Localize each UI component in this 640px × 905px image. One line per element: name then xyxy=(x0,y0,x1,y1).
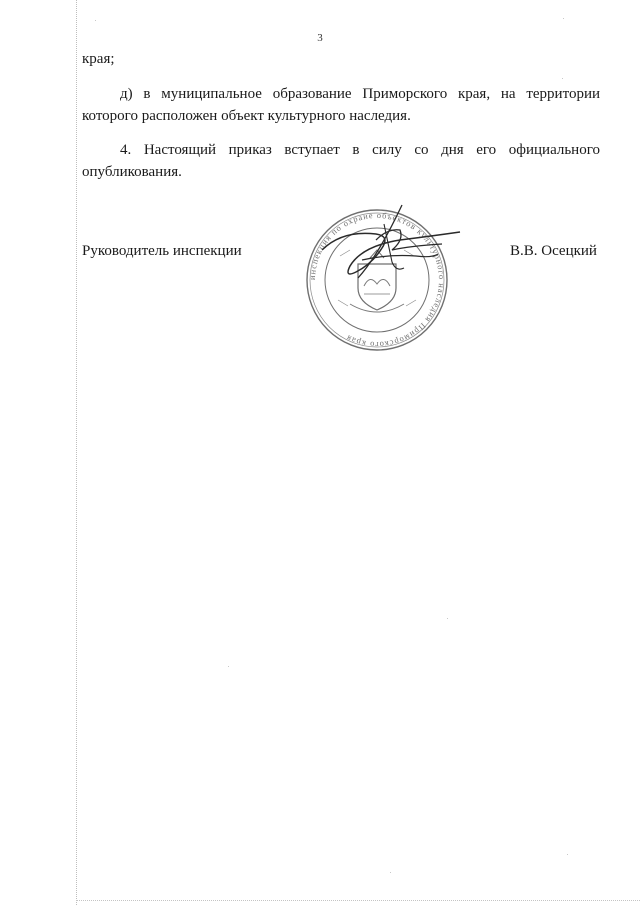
scan-speck xyxy=(95,20,96,21)
text-line-4: 4. Настоящий приказ вступает в силу со дня его официального xyxy=(120,142,600,158)
seal-outer-text: инспекция по охране объектов культурного наследия Приморского края xyxy=(307,210,447,350)
signatory-title: Руководитель инспекции xyxy=(82,243,242,259)
official-seal xyxy=(292,200,462,360)
scan-speck xyxy=(562,78,563,79)
scan-speck xyxy=(567,854,568,855)
scan-speck xyxy=(228,666,229,667)
text-line-5: опубликования. xyxy=(82,164,182,180)
scan-speck xyxy=(390,872,391,873)
svg-text:инспекция по охране объектов к xyxy=(308,211,446,349)
seal-stamp xyxy=(307,210,447,350)
text-line-1: края; xyxy=(82,51,115,67)
page-number: 3 xyxy=(317,32,323,44)
text-line-2: д) в муниципальное образование Приморского края, на территории xyxy=(120,86,600,102)
text-line-3: которого расположен объект культурного наследия. xyxy=(82,108,411,124)
signatory-name: В.В. Осецкий xyxy=(510,243,597,259)
scan-speck xyxy=(447,618,448,619)
scan-speck xyxy=(563,18,564,19)
scan-edge-bottom xyxy=(76,900,640,901)
scan-edge-left xyxy=(76,0,77,905)
coat-of-arms-icon xyxy=(350,250,404,312)
